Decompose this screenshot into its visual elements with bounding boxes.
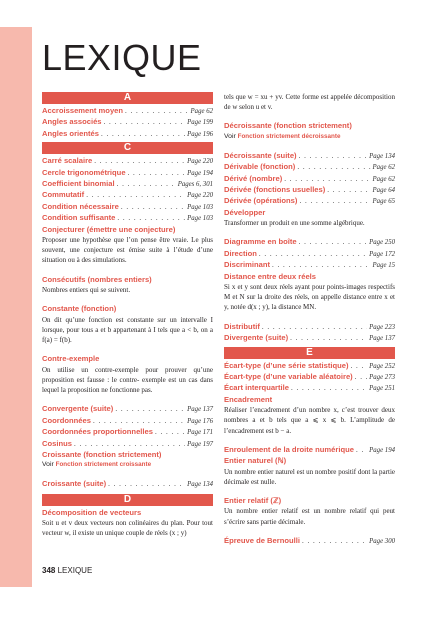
entry-page-ref: Page 65 [372,198,395,206]
section-letter-c: C [42,142,213,154]
entry-list-c2 [42,404,213,450]
leader-dots [302,536,367,546]
entry-page-ref: Page 273 [369,373,395,381]
index-entry[interactable] [42,190,213,201]
entry-list-c [42,156,213,224]
index-entry[interactable] [42,439,213,450]
leader-dots [291,383,367,393]
index-entry[interactable] [224,174,395,185]
footer-label: LEXIQUE [57,566,93,575]
entry-term: Condition nécessaire [42,201,119,211]
page-number: 348 [42,566,56,575]
leader-dots [356,445,367,455]
leader-dots [299,196,370,206]
leader-dots [297,162,370,172]
entry-term-croissante-fonction[interactable]: Croissante (fonction strictement) [42,449,162,459]
entry-term: Écart interquartile [224,383,289,393]
entry-term-conjecturer[interactable]: Conjecturer (émettre une conjecture) [42,224,176,234]
entry-term: Décroissante (suite) [224,150,297,160]
entry-term-entier-naturel[interactable]: Entier naturel (ℕ) [224,456,287,466]
index-entry[interactable] [224,237,395,248]
leader-dots [94,156,185,166]
section-letter-d: D [42,494,213,506]
entry-list-d [224,151,395,208]
entry-desc-distance: Si x et y sont deux réels ayant pour points-images respectifs M et N sur la droite des réels, on appelle distance entre x et y, notée d(x ; y), la distance MN. [224,283,395,312]
see-also-prefix: Voir [42,461,54,469]
entry-page-ref: Page 62 [190,108,213,115]
entry-term-developper[interactable]: Développer [224,207,266,217]
entry-page-ref: Page 220 [187,192,213,200]
entry-page-ref: Page 171 [187,429,213,437]
entry-term: Cercle trigonométrique [42,167,126,177]
page-footer [42,566,92,575]
entry-page-ref: Pages 6, 301 [177,181,213,189]
section-letter-a: A [42,92,213,104]
index-entry[interactable] [224,333,395,344]
entry-term-consecutifs[interactable]: Consécutifs (nombres entiers) [42,274,152,284]
chapter-side-band [0,27,32,587]
entry-term: Diagramme en boîte [224,237,297,247]
leader-dots [355,372,367,382]
index-entry[interactable] [224,383,395,394]
entry-desc-entier-naturel: Un nombre entier naturel est un nombre positif dont la partie décimale est nulle. [224,467,395,486]
leader-dots [327,185,370,195]
entry-page-ref: Page 194 [369,446,395,454]
leader-dots [125,106,188,116]
entry-term: Angles associés [42,117,102,127]
entry-page-ref: Page 137 [187,406,213,414]
leader-dots [108,479,185,489]
leader-dots [155,427,185,437]
entry-term: Carré scalaire [42,156,93,166]
entry-term-decomposition[interactable]: Décomposition de vecteurs [42,507,142,517]
entry-page-ref: Page 176 [187,417,213,425]
entry-term: Convergente (suite) [42,404,114,414]
leader-dots [299,237,368,247]
index-entry[interactable] [42,202,213,213]
entry-page-ref: Page 134 [369,152,395,160]
entry-term: Commutatif [42,190,85,200]
leader-dots [101,129,185,139]
entry-page-ref: Page 103 [187,215,213,223]
entry-desc-decomposition-cont: tels que w = xu + yv. Cette forme est appelée décomposition de w selon u et v. [224,93,395,112]
index-entry[interactable] [224,249,395,260]
entry-term-encadrement[interactable]: Encadrement [224,394,273,404]
see-also-prefix: Voir [224,132,236,140]
entry-page-ref: Page 15 [372,262,395,270]
entry-list-e [224,361,395,395]
index-entry[interactable] [42,117,213,128]
entry-term-contre-exemple[interactable]: Contre-exemple [42,354,100,364]
leader-dots [299,151,368,161]
leader-dots [259,249,367,259]
entry-term: Cosinus [42,438,72,448]
entry-page-ref: Page 134 [187,481,213,489]
entry-page-ref: Page 251 [369,385,395,393]
entry-page-ref: Page 223 [369,323,395,331]
entry-term: Coordonnées [42,415,91,425]
entry-croissante-suite[interactable] [42,479,213,490]
entry-term: Écart-type (d’une variable aléatoire) [224,371,353,381]
entry-term: Accroissement moyen [42,106,124,115]
index-entry[interactable] [42,168,213,179]
entry-page-ref: Page 199 [187,119,213,127]
entry-desc-conjecturer: Proposer une hypothèse que l’on pense être vraie. Le plus souvent, une conjecture est émise suite à l’étude d’une situation ou à des simulations. [42,236,213,265]
leader-dots [272,260,371,270]
entry-desc-developper: Transformer un produit en une somme algébrique. [224,219,365,228]
entry-term: Dérivable (fonction) [224,162,296,172]
leader-dots [86,190,185,200]
leader-dots [351,361,368,371]
entry-term: Distributif [224,321,260,331]
entry-desc-encadrement: Réaliser l’encadrement d’un nombre x, c’est trouver deux nombres a et b tels que a ⩽ x ⩽ b. L’amplitude de l’encadrement est b − a. [224,406,395,435]
leader-dots [290,333,367,343]
leader-dots [115,404,185,414]
entry-list-d2 [224,237,395,271]
index-entry[interactable] [42,179,213,190]
entry-page-ref: Page 62 [372,175,395,183]
entry-page-ref: Page 197 [187,440,213,448]
entry-page-ref: Page 172 [369,250,395,258]
section-letter-e: E [224,347,395,359]
entry-page-ref: Page 220 [187,158,213,166]
see-also-decroissante [224,132,395,142]
entry-desc-constante: On dit qu’une fonction est constante sur un intervalle I lorsque, pour tous a et b appartenant à I tels que a < b, on a f(a) = f(b). [42,315,213,345]
index-entry[interactable] [224,162,395,173]
entry-desc-consecutifs: Nombres entiers qui se suivent. [42,286,131,295]
index-entry[interactable] [224,322,395,333]
index-entry[interactable] [224,151,395,162]
index-entry[interactable] [42,427,213,438]
page-top-margin [0,0,435,27]
right-column [224,92,395,547]
entry-term-constante[interactable]: Constante (fonction) [42,304,117,314]
leader-dots [74,439,185,449]
index-entry[interactable] [224,196,395,207]
leader-dots [117,179,176,189]
entry-term-entier-relatif[interactable]: Entier relatif (ℤ) [224,495,282,505]
leader-dots [93,416,185,426]
leader-dots [117,213,185,223]
entry-term: Coordonnées proportionnelles [42,427,153,437]
entry-page-ref: Page 196 [187,130,213,138]
entry-desc-entier-relatif: Un nombre entier relatif est un nombre relatif qui peut s’écrire sans partie décimale. [224,507,395,526]
entry-term: Croissante (suite) [42,479,107,489]
entry-desc-contre-exemple: On utilise un contre-exemple pour prouver qu’une proposition est fausse : le contre- exemple est un cas dans lequel la proposition ne fonctionne pas. [42,365,213,395]
index-entry[interactable] [224,361,395,372]
entry-term: Dérivée (opérations) [224,196,298,206]
leader-dots [104,117,186,127]
entry-term: Discriminant [224,260,270,270]
entry-term-distance[interactable]: Distance entre deux réels [224,271,317,281]
entry-list-a [42,106,213,140]
index-entry[interactable] [42,106,213,117]
see-also-link[interactable]: Fonction strictement croissante [55,461,152,469]
index-entry[interactable] [224,260,395,271]
index-entry[interactable] [42,129,213,140]
leader-dots [121,202,185,212]
entry-term: Divergente (suite) [224,333,289,343]
entry-term: Écart-type (d’une série statistique) [224,360,349,370]
entry-page-ref: Page 194 [187,169,213,177]
leader-dots [128,168,186,178]
entry-term: Dérivé (nombre) [224,173,283,183]
index-entry[interactable] [42,404,213,415]
entry-page-ref: Page 252 [369,362,395,370]
entry-bernoulli[interactable] [224,536,395,547]
index-entry[interactable] [42,156,213,167]
index-entry[interactable] [42,213,213,224]
entry-enroulement[interactable] [224,445,395,456]
entry-desc-decomposition: Soit u et v deux vecteurs non colinéaires du plan. Pour tout vecteur w, il existe un unique couple de réels (x ; y) [42,519,213,538]
see-also-croissante [42,460,213,470]
entry-term: Direction [224,248,257,258]
page-title: LEXIQUE [42,37,202,78]
entry-term: Dérivée (fonctions usuelles) [224,185,326,195]
left-column [42,92,213,539]
see-also-link[interactable]: Fonction strictement décroissante [237,132,341,140]
entry-page-ref: Page 250 [369,239,395,247]
entry-page-ref: Page 103 [187,203,213,211]
entry-term: Angles orientés [42,128,99,138]
entry-page-ref: Page 300 [369,537,395,545]
entry-term: Condition suffisante [42,213,116,223]
index-entry[interactable] [224,372,395,383]
entry-term: Épreuve de Bernoulli [224,535,300,545]
entry-term-decroissante-fonction[interactable]: Décroissante (fonction strictement) [224,121,352,131]
entry-page-ref: Page 64 [372,187,395,195]
entry-term: Coefficient binomial [42,179,115,189]
index-entry[interactable] [42,416,213,427]
leader-dots [262,322,367,332]
entry-page-ref: Page 137 [369,335,395,343]
entry-page-ref: Page 62 [372,164,395,172]
entry-term: Enroulement de la droite numérique [224,444,354,454]
index-entry[interactable] [224,185,395,196]
leader-dots [284,174,370,184]
entry-list-d3 [224,322,395,345]
